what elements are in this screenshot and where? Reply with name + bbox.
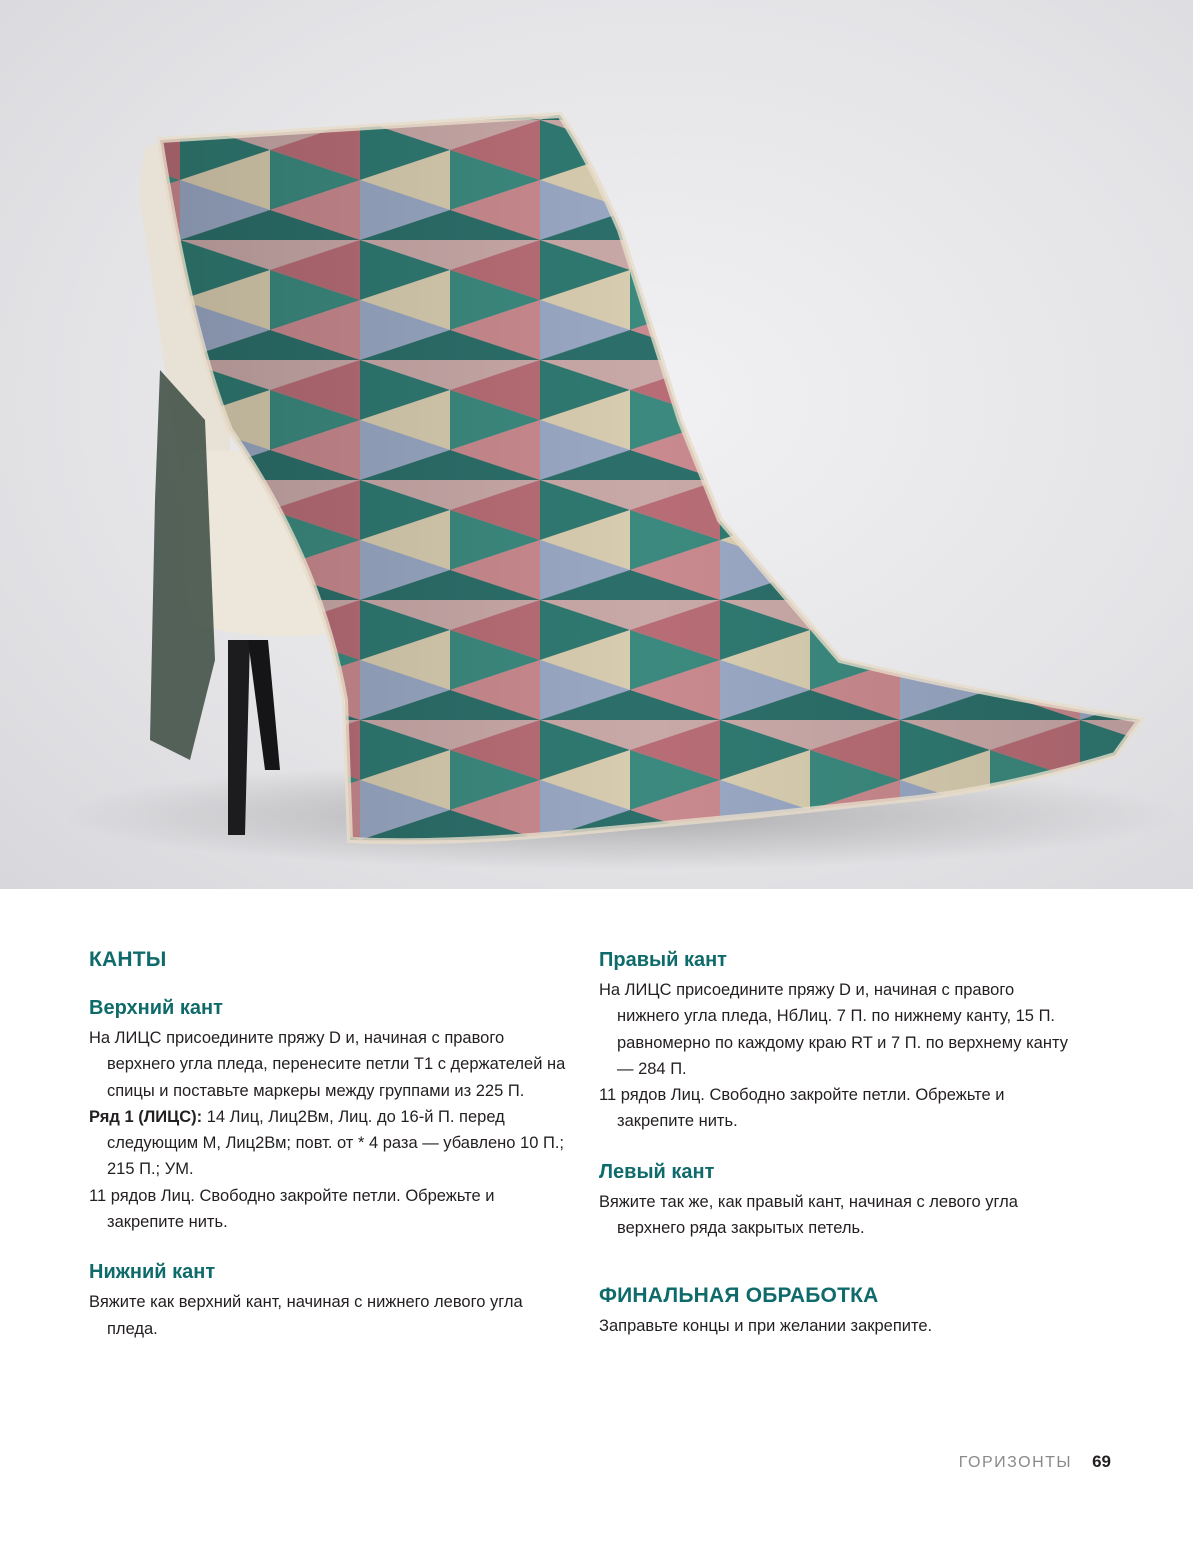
top-edge-row-1: [89, 1104, 569, 1183]
top-edge-step-1: На ЛИЦС присоедините пряжу D и, начиная с правого верхнего угла пледа, перенесите петли Т1 с держателей на спицы и поставьте маркеры между группами из 225 П.: [89, 1029, 566, 1100]
left-column: [89, 945, 569, 1342]
right-edge-title: Правый кант: [599, 949, 727, 971]
right-column: [599, 945, 1079, 1340]
finishing-step-1: Заправьте концы и при желании закрепите.: [599, 1317, 933, 1336]
footer-section-name: ГОРИЗОНТЫ: [958, 1454, 1073, 1471]
right-edge-step-2: 11 рядов Лиц. Свободно закройте петли. Обрежьте и закрепите нить.: [599, 1086, 1005, 1131]
top-edge-step-3: 11 рядов Лиц. Свободно закройте петли. Обрежьте и закрепите нить.: [89, 1186, 495, 1232]
row-1-text: 14 Лиц, Лиц2Вм, Лиц. до 16-й П. перед следующим М, Лиц2Вм; повт. от * 4 раза — убавлено 10 П.; 215 П.; УМ.: [107, 1107, 565, 1179]
left-edge-step-1: Вяжите так же, как правый кант, начиная с левого угла верхнего ряда закрытых петель.: [599, 1192, 1018, 1238]
page-number: 69: [1092, 1452, 1111, 1471]
bottom-edge-step-1: Вяжите как верхний кант, начиная с нижнего левого угла пледа.: [89, 1293, 523, 1338]
bottom-edge-title: Нижний кант: [89, 1261, 216, 1284]
row-1-label: Ряд 1 (ЛИЦС):: [89, 1107, 203, 1126]
right-edge-step-1: На ЛИЦС присоедините пряжу D и, начиная с правого нижнего угла пледа, НбЛиц. 7 П. по нижнему канту, 15 П. равномерно по каждому краю RT и 7 П. по верхнему канту — 284 П.: [599, 981, 1068, 1078]
top-edge-title: Верхний кант: [89, 997, 223, 1019]
page-footer: [959, 1451, 1111, 1474]
heading-finishing: ФИНАЛЬНАЯ ОБРАБОТКА: [599, 1284, 879, 1308]
heading-edges: КАНТЫ: [89, 948, 167, 971]
left-edge-title: Левый кант: [599, 1160, 715, 1183]
